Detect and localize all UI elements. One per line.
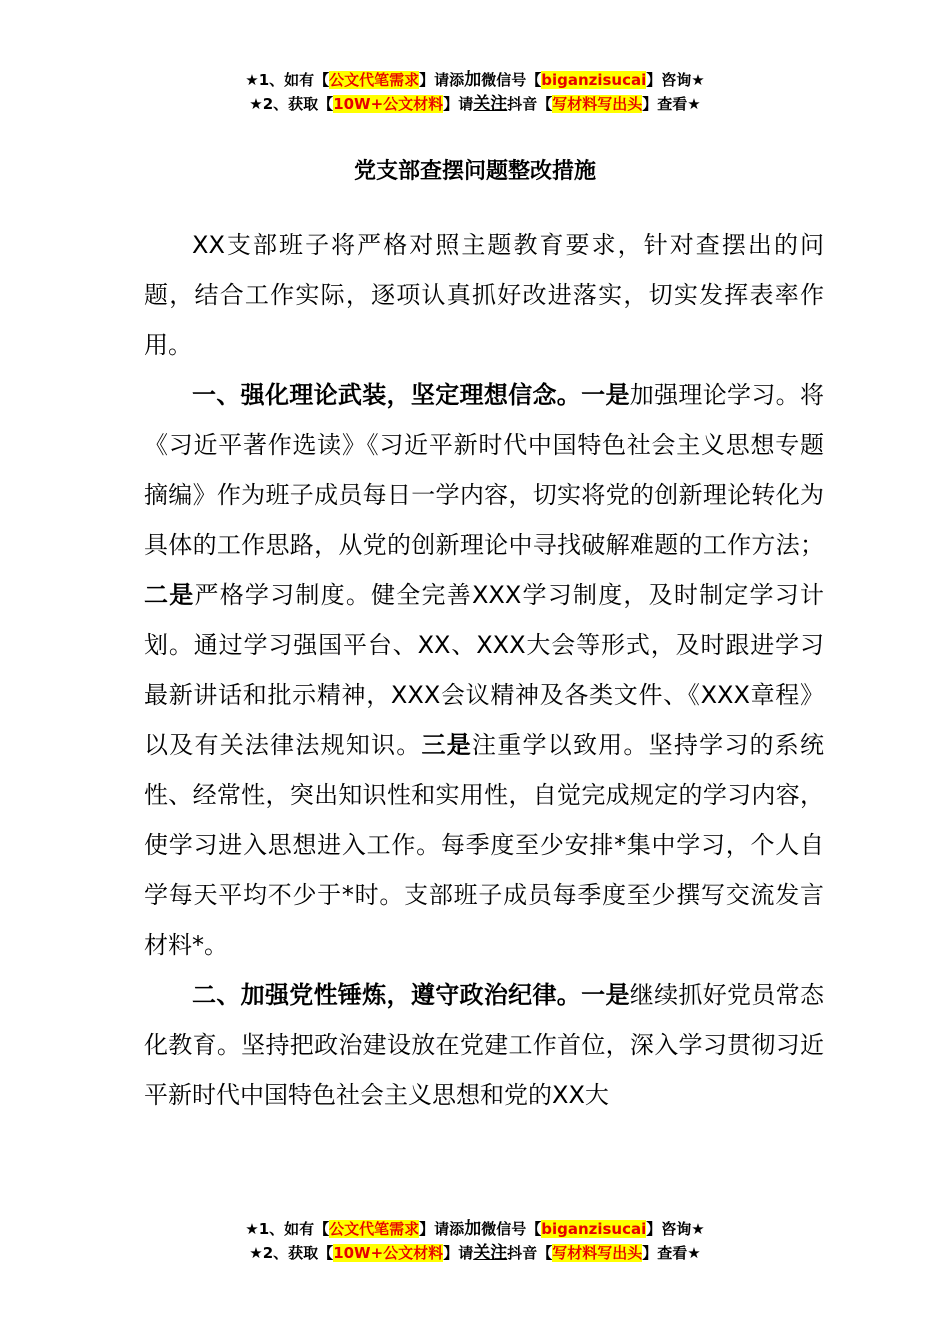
highlight-douyin: 写材料写出头 <box>552 95 643 113</box>
promo-line-2: ★2、获取【10W+公文材料】请关注抖音【写材料写出头】查看★ <box>249 94 701 114</box>
top-promo-banner <box>0 68 950 116</box>
section-2-paragraph: 二、加强党性锤炼，遵守政治纪律。一是继续抓好党员常态化教育。坚持把政治建设放在党建工作首位，深入学习贯彻习近平新时代中国特色社会主义思想和党的XX大 <box>144 981 825 1109</box>
highlight-service: 公文代笔需求 <box>329 71 420 89</box>
highlight-service: 公文代笔需求 <box>329 1220 420 1238</box>
star-icon: ★ <box>249 95 263 113</box>
document-body <box>144 220 824 1120</box>
bottom-promo-banner <box>0 1217 950 1265</box>
star-icon: ★ <box>249 1244 263 1262</box>
section-1-heading: 一、强化理论武装，坚定理想信念。 <box>192 381 582 409</box>
intro-paragraph: XX支部班子将严格对照主题教育要求，针对查摆出的问题，结合工作实际，逐项认真抓好改进落实，切实发挥表率作用。 <box>144 231 824 359</box>
section-2-heading: 二、加强党性锤炼，遵守政治纪律。 <box>192 981 582 1009</box>
highlight-wechat-id: biganzisucai <box>541 71 647 89</box>
highlight-materials: 10W+公文材料 <box>333 95 444 113</box>
document-title: 党支部查摆问题整改措施 <box>353 159 596 184</box>
highlight-wechat-id: biganzisucai <box>541 1220 647 1238</box>
section-1-paragraph: 一、强化理论武装，坚定理想信念。一是加强理论学习。将《习近平著作选读》《习近平新时代中国特色社会主义思想专题摘编》作为班子成员每日一学内容，切实将党的创新理论转化为具体的工作思路，从党的创新理论中寻找破解难题的工作方法；二是严格学习制度。健全完善XXX学习制度，及时制定学习计划。通过学习强国平台、XX、XXX大会等形式，及时跟进学习最新讲话和批示精神，XXX会议精神及各类文件、《XXX章程》以及有关法律法规知识。三是注重学以致用。坚持学习的系统性、经常性，突出知识性和实用性，自觉完成规定的学习内容，使学习进入思想进入工作。每季度至少安排*集中学习，个人自学每天平均不少于*时。支部班子成员每季度至少撰写交流发言材料*。 <box>144 381 825 959</box>
star-icon: ★ <box>245 1220 259 1238</box>
promo-line-2: ★2、获取【10W+公文材料】请关注抖音【写材料写出头】查看★ <box>249 1243 701 1263</box>
promo-line-1: ★1、如有【公文代笔需求】请添加微信号【biganzisucai】咨询★ <box>245 70 705 90</box>
highlight-douyin: 写材料写出头 <box>552 1244 643 1262</box>
highlight-materials: 10W+公文材料 <box>333 1244 444 1262</box>
star-icon: ★ <box>245 71 259 89</box>
promo-line-1: ★1、如有【公文代笔需求】请添加微信号【biganzisucai】咨询★ <box>245 1219 705 1239</box>
